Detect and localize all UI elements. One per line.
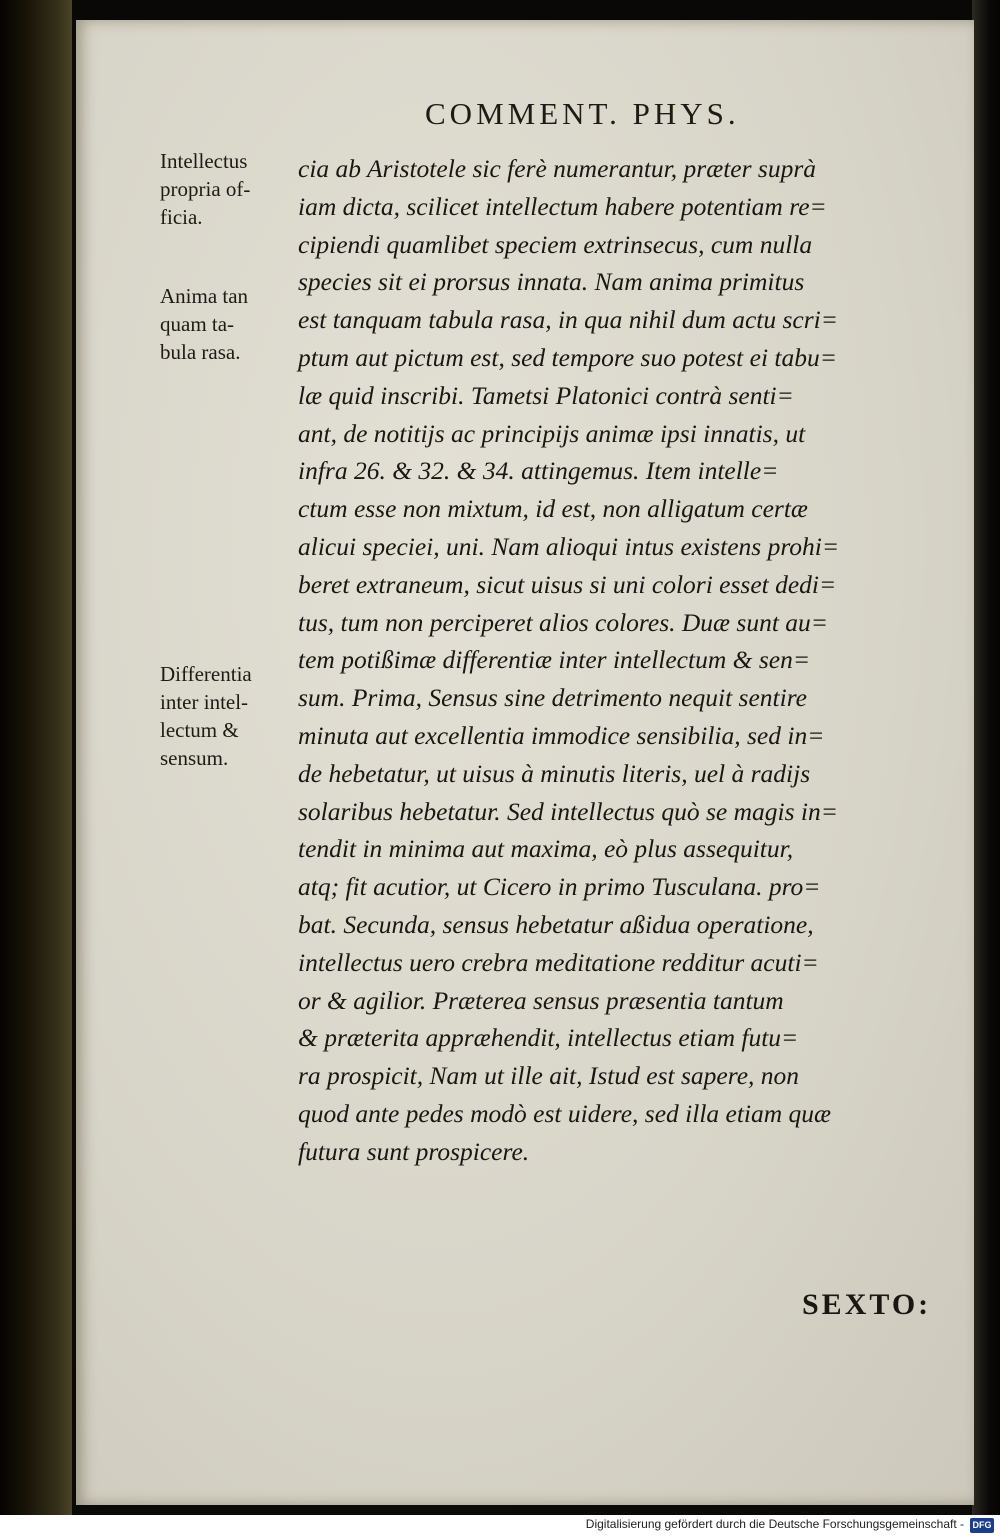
- running-head: COMMENT. PHYS.: [425, 96, 740, 131]
- text-line: & præterita appræhendit, intellectus etiam futu=: [298, 1023, 799, 1053]
- text-line: alicui speciei, uni. Nam alioqui intus existens prohi=: [298, 531, 840, 561]
- text-line: ptum aut pictum est, sed tempore suo potest ei tabu=: [298, 342, 837, 372]
- text-line: quod ante pedes modò est uidere, sed illa etiam quæ: [298, 1098, 832, 1128]
- marginal-note-differentia: Differentia inter intel- lectum & sensum.: [160, 662, 252, 770]
- dfg-logo-icon: DFG: [970, 1518, 994, 1533]
- text-line: ant, de notitijs ac principijs animæ ipsi innatis, ut: [298, 418, 806, 448]
- scan-book-edge: [0, 0, 72, 1537]
- text-line: ra prospicit, Nam ut ille ait, Istud est sapere, non: [298, 1061, 800, 1091]
- text-line: futura sunt prospicere.: [298, 1136, 530, 1166]
- text-line: infra 26. & 32. & 34. attingemus. Item intelle=: [298, 456, 779, 486]
- text-line: de hebetatur, ut uisus à minutis literis, uel à radijs: [298, 758, 811, 788]
- digitization-footer: [0, 1515, 1000, 1537]
- text-line: est tanquam tabula rasa, in qua nihil dum actu scri=: [298, 305, 838, 335]
- body-text: [298, 150, 968, 1171]
- text-line: tus, tum non perciperet alios colores. Duæ sunt au=: [298, 607, 829, 637]
- text-line: intellectus uero crebra meditatione redditur acuti=: [298, 947, 819, 977]
- marginal-note-intellectus: Intellectus propria of- ficia.: [160, 149, 251, 229]
- text-line: bat. Secunda, sensus hebetatur aßidua operatione,: [298, 909, 814, 939]
- text-line: tem potißimæ differentiæ inter intellectum & sen=: [298, 645, 811, 675]
- text-line: minuta aut excellentia immodice sensibilia, sed in=: [298, 720, 825, 750]
- text-line: or & agilior. Præterea sensus præsentia tantum: [298, 985, 784, 1015]
- text-line: atq; fit acutior, ut Cicero in primo Tusculana. pro=: [298, 872, 821, 902]
- scan-right-edge: [972, 0, 1000, 1537]
- text-line: species sit ei prorsus innata. Nam anima primitus: [298, 267, 805, 297]
- text-line: sum. Prima, Sensus sine detrimento nequit sentire: [298, 683, 808, 713]
- text-line: tendit in minima aut maxima, eò plus assequitur,: [298, 834, 794, 864]
- marginal-note-anima: Anima tan quam ta- bula rasa.: [160, 284, 249, 364]
- text-line: cia ab Aristotele sic ferè numerantur, præter suprà: [298, 154, 817, 183]
- funding-credit: Digitalisierung gefördert durch die Deutsche Forschungsgemeinschaft -: [585, 1517, 964, 1531]
- text-line: ctum esse non mixtum, id est, non alligatum certæ: [298, 494, 808, 524]
- text-line: cipiendi quamlibet speciem extrinsecus, cum nulla: [298, 229, 813, 259]
- text-line: beret extraneum, sicut uisus si uni colori esset dedi=: [298, 569, 837, 599]
- scan-top-edge: [0, 0, 1000, 20]
- text-line: iam dicta, scilicet intellectum habere potentiam re=: [298, 191, 827, 221]
- text-line: solaribus hebetatur. Sed intellectus quò se magis in=: [298, 796, 838, 826]
- catchword: SEXTO:: [802, 1288, 932, 1321]
- text-line: læ quid inscribi. Tametsi Platonici contrà senti=: [298, 380, 794, 410]
